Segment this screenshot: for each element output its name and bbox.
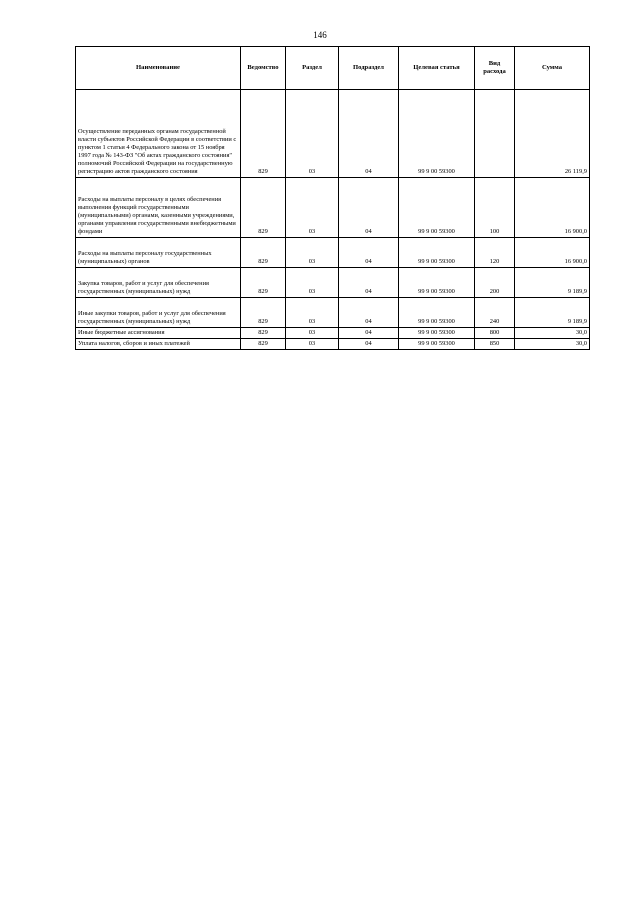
row-department: 829	[241, 298, 286, 328]
row-expense-type: 800	[475, 328, 515, 339]
row-amount: 30,0	[515, 339, 590, 350]
header-amount: Сумма	[515, 47, 590, 90]
row-expense-type: 120	[475, 238, 515, 268]
row-amount: 30,0	[515, 328, 590, 339]
row-department: 829	[241, 268, 286, 298]
row-amount: 26 119,9	[515, 90, 590, 178]
table-row	[76, 339, 590, 350]
table-row	[76, 178, 590, 238]
row-target-article: 99 9 00 59300	[399, 178, 475, 238]
row-name: Иные бюджетные ассигнования	[76, 328, 241, 339]
row-expense-type: 100	[475, 178, 515, 238]
header-name: Наименование	[76, 47, 241, 90]
header-target-article: Целевая статья	[399, 47, 475, 90]
budget-table	[75, 46, 590, 350]
row-expense-type: 850	[475, 339, 515, 350]
row-subsection: 04	[339, 178, 399, 238]
row-department: 829	[241, 339, 286, 350]
row-subsection: 04	[339, 238, 399, 268]
row-name: Уплата налогов, сборов и иных платежей	[76, 339, 241, 350]
row-expense-type: 240	[475, 298, 515, 328]
table-header-row	[76, 47, 590, 90]
row-amount: 9 189,9	[515, 298, 590, 328]
row-subsection: 04	[339, 90, 399, 178]
row-name: Закупка товаров, работ и услуг для обеспечения государственных (муниципальных) нужд	[76, 268, 241, 298]
header-department: Ведомство	[241, 47, 286, 90]
row-section: 03	[286, 298, 339, 328]
table-row	[76, 268, 590, 298]
row-subsection: 04	[339, 268, 399, 298]
row-name: Иные закупки товаров, работ и услуг для обеспечения государственных (муниципальных) нужд	[76, 298, 241, 328]
row-amount: 16 900,0	[515, 238, 590, 268]
row-section: 03	[286, 238, 339, 268]
row-department: 829	[241, 90, 286, 178]
header-subsection: Подраздел	[339, 47, 399, 90]
header-section: Раздел	[286, 47, 339, 90]
row-name: Осуществление переданных органам государственной власти субъектов Российской Федерации в соответствии с пунктом 1 статьи 4 Федерального закона от 15 ноября 1997 года № 143-ФЗ "Об актах гражданского состояния" полномочий Российской Федерации на государственную регистрацию актов гражданского состояния	[76, 90, 241, 178]
table-row	[76, 90, 590, 178]
row-section: 03	[286, 268, 339, 298]
row-target-article: 99 9 00 59300	[399, 268, 475, 298]
row-subsection: 04	[339, 328, 399, 339]
row-subsection: 04	[339, 339, 399, 350]
row-section: 03	[286, 90, 339, 178]
row-target-article: 99 9 00 59300	[399, 328, 475, 339]
row-expense-type: 200	[475, 268, 515, 298]
row-target-article: 99 9 00 59300	[399, 298, 475, 328]
row-section: 03	[286, 178, 339, 238]
row-name: Расходы на выплаты персоналу в целях обеспечения выполнения функций государственными (муниципальными) органами, казенными учреждениями, органами управления государственными внебюджетными фондами	[76, 178, 241, 238]
header-expense-type: Вид расхода	[475, 47, 515, 90]
row-target-article: 99 9 00 59300	[399, 90, 475, 178]
row-expense-type	[475, 90, 515, 178]
row-department: 829	[241, 328, 286, 339]
row-name: Расходы на выплаты персоналу государственных (муниципальных) органов	[76, 238, 241, 268]
table-row	[76, 298, 590, 328]
row-amount: 9 189,9	[515, 268, 590, 298]
row-department: 829	[241, 238, 286, 268]
row-section: 03	[286, 328, 339, 339]
table-row	[76, 238, 590, 268]
row-section: 03	[286, 339, 339, 350]
row-amount: 16 900,0	[515, 178, 590, 238]
row-target-article: 99 9 00 59300	[399, 339, 475, 350]
page-number: 146	[313, 30, 327, 40]
row-subsection: 04	[339, 298, 399, 328]
row-target-article: 99 9 00 59300	[399, 238, 475, 268]
row-department: 829	[241, 178, 286, 238]
table-row	[76, 328, 590, 339]
